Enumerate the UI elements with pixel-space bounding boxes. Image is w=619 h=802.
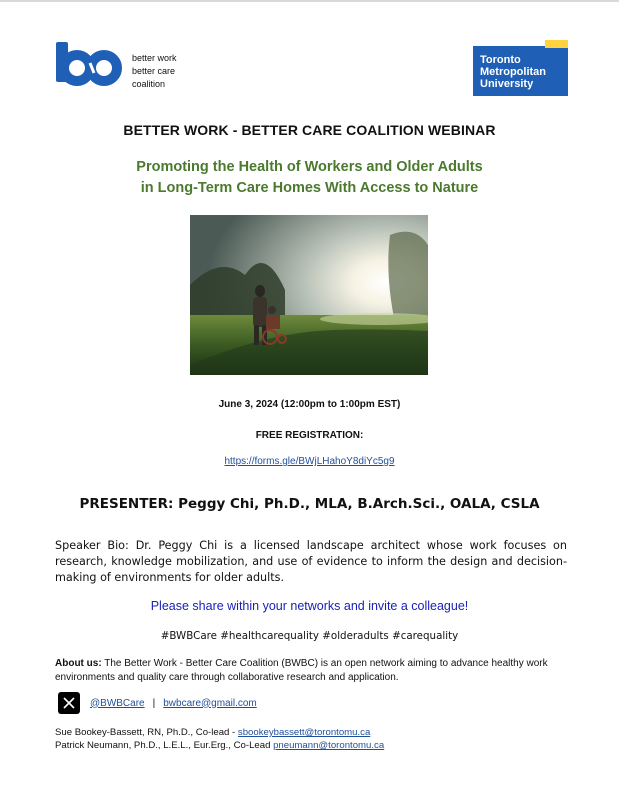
- tmu-logo: [473, 40, 568, 96]
- presenter-line: PRESENTER: Peggy Chi, Ph.D., MLA, B.Arch.Sci., OALA, CSLA: [79, 496, 540, 512]
- about-us-label: About us:: [55, 658, 102, 669]
- bwbc-logo-line: better work: [132, 53, 177, 63]
- about-us: [55, 657, 575, 685]
- about-us-text: The Better Work - Better Care Coalition (BWBC) is an open network aiming to advance healthy work environments and quality care through collaborative research and application.: [55, 658, 548, 683]
- top-divider: [0, 0, 619, 2]
- x-logo-icon[interactable]: [58, 692, 80, 714]
- speaker-bio: Speaker Bio: Dr. Peggy Chi is a licensed landscape architect whose work focuses on research, knowledge mobilization, and use of evidence to inform the design and decision-making of environments for older adults.: [55, 539, 567, 584]
- webinar-title: BETTER WORK - BETTER CARE COALITION WEBINAR: [123, 122, 496, 138]
- registration-label: FREE REGISTRATION:: [255, 430, 364, 441]
- contact-email-link[interactable]: sbookeybassett@torontomu.ca: [237, 727, 371, 738]
- bwbc-logo-line: better care: [132, 66, 176, 76]
- contact-name: Patrick Neumann, Ph.D., L.E.L., Eur.Erg., Co-Lead: [55, 740, 274, 751]
- tmu-logo-accent: [545, 40, 568, 48]
- social-separator: |: [152, 697, 156, 709]
- contact-name: Sue Bookey-Bassett, RN, Ph.D., Co-lead -: [55, 727, 238, 738]
- hashtags: #BWBCare #healthcarequality #olderadults #carequality: [160, 630, 459, 642]
- tmu-logo-line: Metropolitan: [480, 66, 546, 78]
- contact-row: [55, 739, 384, 752]
- bwbc-logo-text: [132, 52, 177, 91]
- twitter-handle-link[interactable]: @BWBCare: [90, 697, 145, 709]
- contacts: [55, 726, 384, 752]
- tmu-logo-line: University: [480, 78, 534, 90]
- social-row: [58, 692, 257, 714]
- bwbc-logo-icon: [52, 40, 122, 90]
- bwbc-logo-line: coalition: [132, 79, 166, 89]
- x-glyph-icon: [63, 697, 75, 709]
- tmu-logo-text: [480, 54, 546, 90]
- webinar-subtitle: [0, 157, 619, 199]
- bwbc-email-link[interactable]: bwbcare@gmail.com: [163, 697, 257, 709]
- nature-photo: [190, 215, 428, 375]
- registration-link[interactable]: https://forms.gle/BWjLHahoY8diYc5g9: [224, 456, 395, 467]
- event-date: June 3, 2024 (12:00pm to 1:00pm EST): [218, 399, 401, 410]
- contact-row: [55, 726, 384, 739]
- tmu-logo-line: Toronto: [480, 54, 521, 66]
- share-invitation: Please share within your networks and invite a colleague!: [150, 599, 469, 613]
- registration-link-row: [0, 456, 619, 467]
- contact-email-link[interactable]: pneumann@torontomu.ca: [273, 740, 385, 751]
- subtitle-line: in Long-Term Care Homes With Access to Nature: [140, 180, 479, 196]
- subtitle-line: Promoting the Health of Workers and Older Adults: [136, 159, 483, 175]
